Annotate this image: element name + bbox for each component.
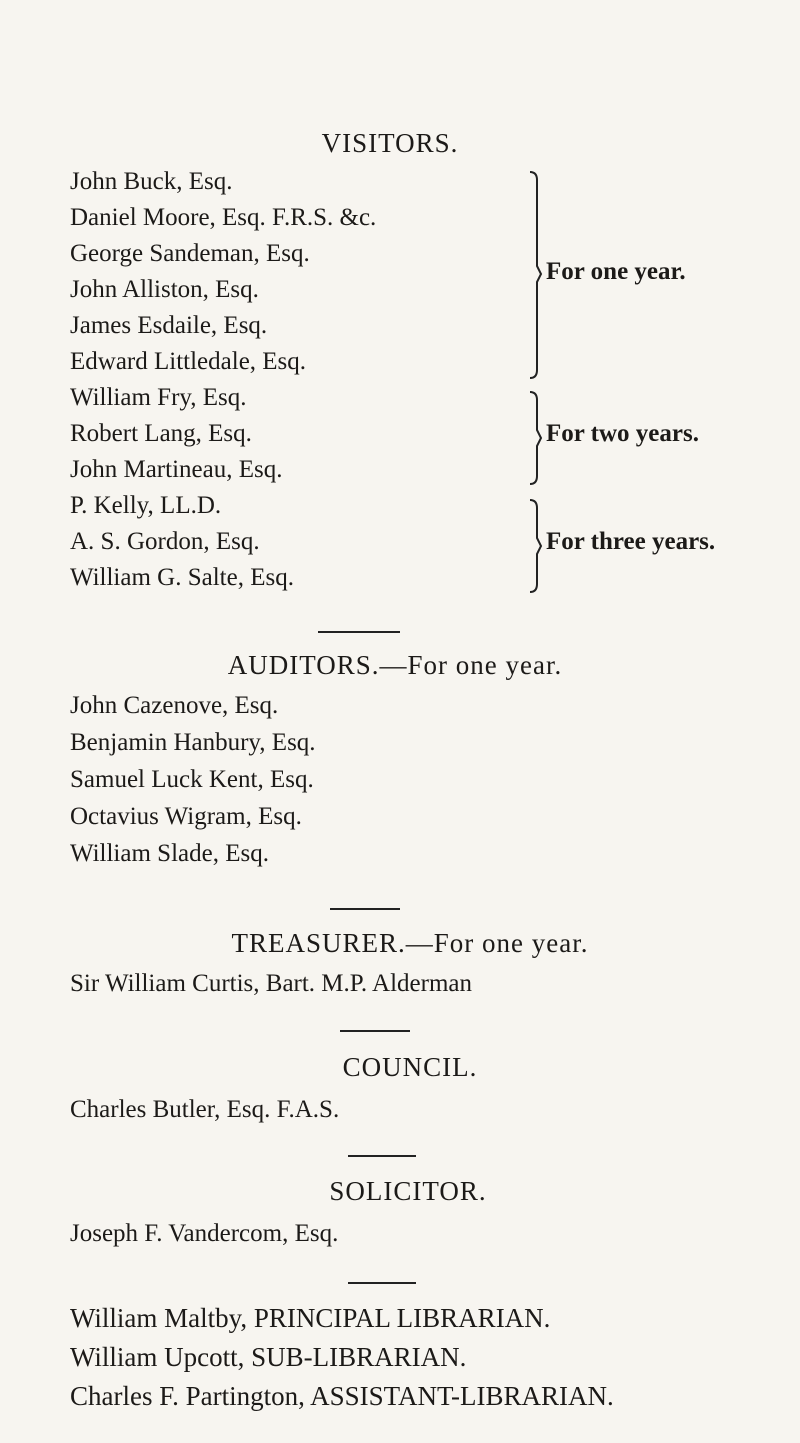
auditor-name: Benjamin Hanbury, Esq.: [70, 729, 316, 756]
council-heading: COUNCIL.: [342, 1052, 478, 1082]
auditor-name: John Cazenove, Esq.: [70, 692, 279, 719]
auditors-heading: AUDITORS.—For one year.: [227, 650, 563, 680]
librarian-name: Charles F. Partington,: [70, 1381, 311, 1411]
council-name: Charles Butler, Esq. F.A.S.: [70, 1096, 340, 1123]
visitor-name: P. Kelly, LL.D.: [70, 492, 222, 519]
visitor-name: James Esdaile, Esq.: [70, 312, 268, 339]
group-label-two-years: For two years.: [546, 420, 699, 447]
visitor-name: John Buck, Esq.: [70, 168, 233, 195]
section-divider: [348, 1155, 416, 1157]
solicitor-name: Joseph F. Vandercom, Esq.: [70, 1220, 339, 1247]
bracket-one-year: [528, 170, 544, 380]
group-label-one-year: For one year.: [546, 258, 686, 285]
group-label-three-years: For three years.: [546, 528, 716, 555]
visitor-name: Daniel Moore, Esq. F.R.S. &c.: [70, 204, 377, 231]
auditor-name: William Slade, Esq.: [70, 840, 269, 867]
visitor-name: John Martineau, Esq.: [70, 456, 283, 483]
section-divider: [330, 908, 400, 910]
auditor-name: Samuel Luck Kent, Esq.: [70, 766, 314, 793]
librarian-name: William Upcott,: [70, 1342, 252, 1372]
librarian-entry: [70, 1342, 466, 1373]
visitor-name: Edward Littledale, Esq.: [70, 348, 307, 375]
visitor-name: George Sandeman, Esq.: [70, 240, 310, 267]
visitor-name: Robert Lang, Esq.: [70, 420, 252, 447]
treasurer-heading: TREASURER.—For one year.: [231, 928, 589, 958]
librarian-title: SUB-LIBRARIAN.: [251, 1342, 467, 1372]
treasurer-name: Sir William Curtis, Bart. M.P. Alderman: [70, 970, 473, 997]
librarian-entry: [70, 1303, 550, 1334]
solicitor-heading: SOLICITOR.: [329, 1176, 487, 1206]
visitor-name: A. S. Gordon, Esq.: [70, 528, 260, 555]
visitor-name: William Fry, Esq.: [70, 384, 247, 411]
visitor-name: William G. Salte, Esq.: [70, 564, 294, 591]
auditor-name: Octavius Wigram, Esq.: [70, 803, 302, 830]
section-divider: [348, 1282, 416, 1284]
bracket-three-years: [528, 498, 544, 594]
librarian-entry: [70, 1381, 614, 1412]
librarian-title: PRINCIPAL LIBRARIAN.: [253, 1303, 551, 1333]
librarian-name: William Maltby,: [70, 1303, 254, 1333]
section-divider: [318, 631, 400, 633]
librarian-title: ASSISTANT-LIBRARIAN.: [310, 1381, 614, 1411]
visitor-name: John Alliston, Esq.: [70, 276, 259, 303]
bracket-two-years: [528, 390, 544, 486]
visitors-heading: VISITORS.: [321, 128, 459, 158]
section-divider: [340, 1030, 410, 1032]
